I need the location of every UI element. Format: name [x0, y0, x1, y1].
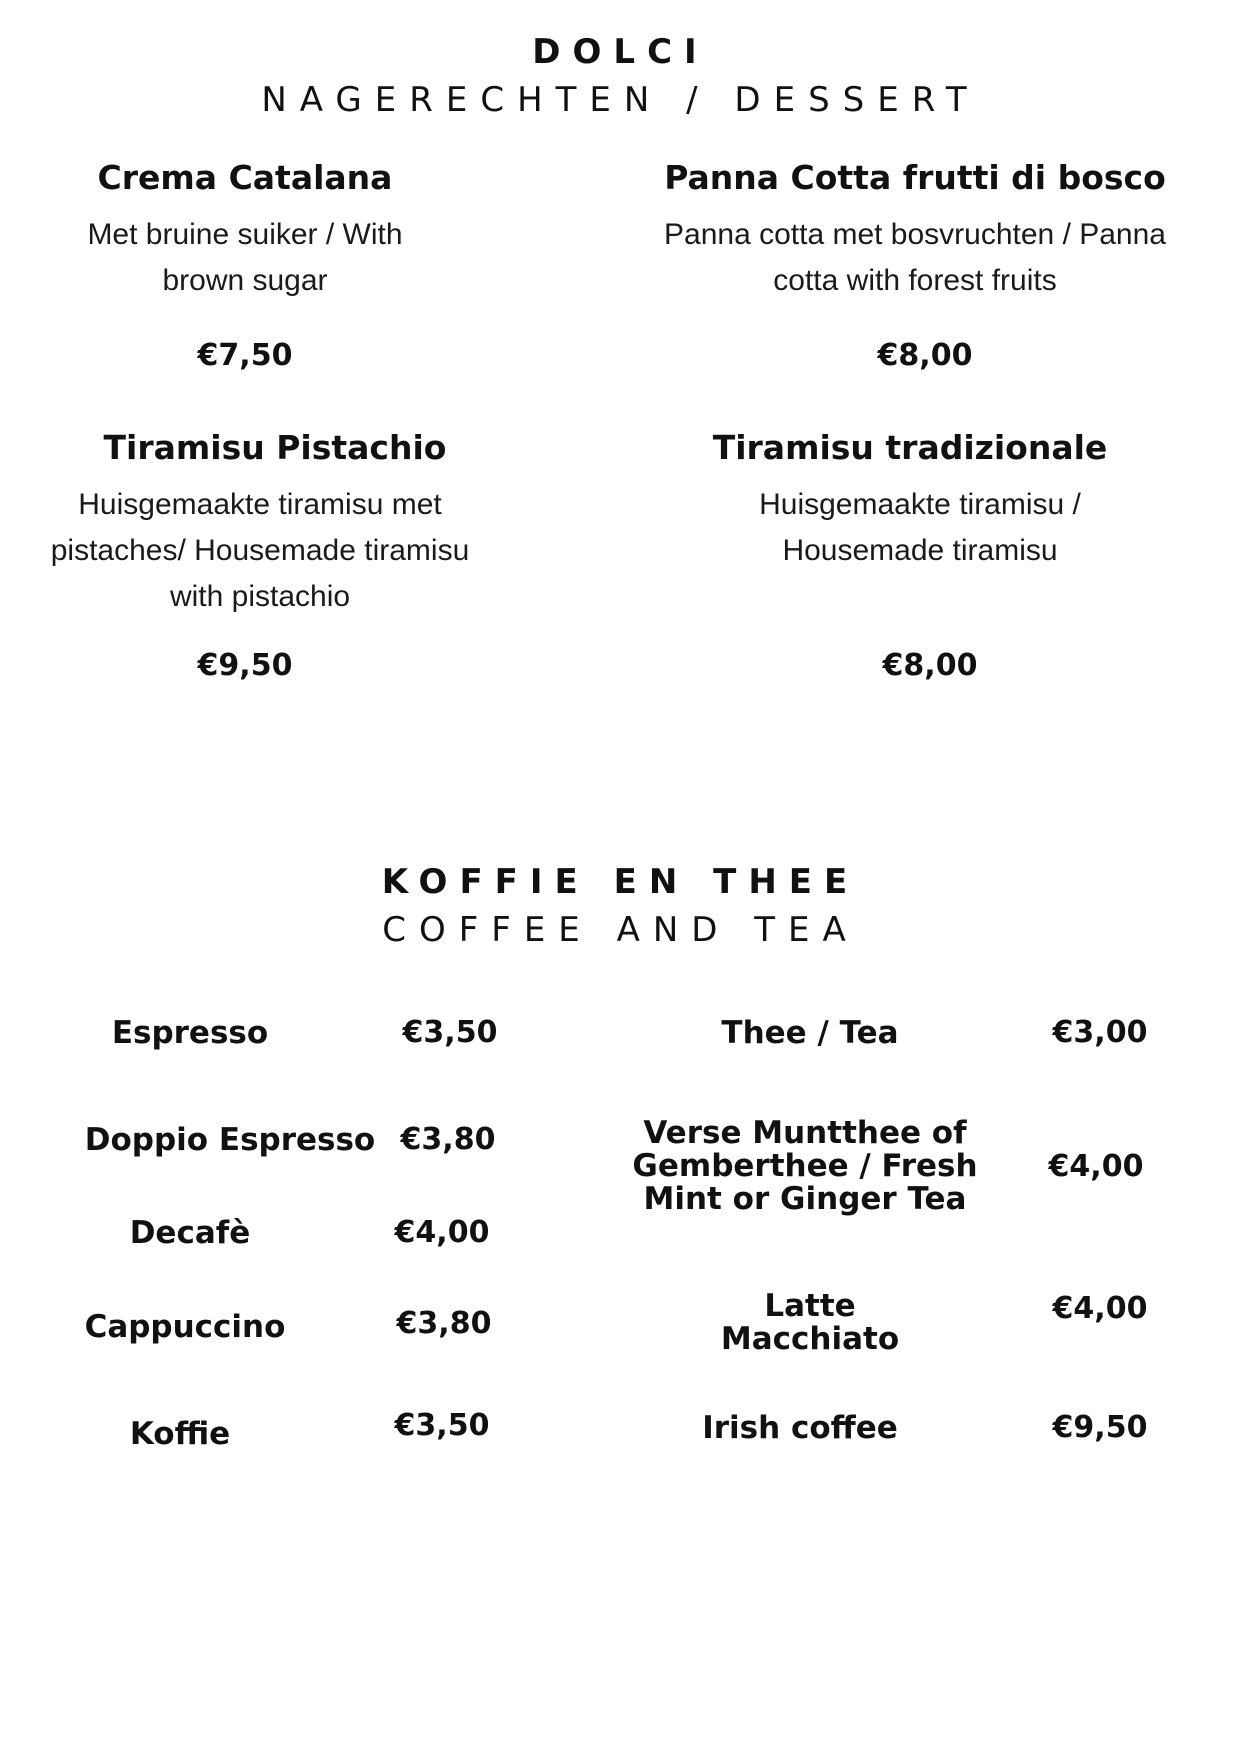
drink-price: €3,80	[396, 1306, 492, 1341]
dessert-item	[30, 158, 460, 198]
dessert-name: Tiramisu tradizionale	[712, 428, 1108, 467]
drink-price: €4,00	[1048, 1149, 1144, 1184]
drink-name: Doppio Espresso	[84, 1122, 376, 1158]
coffee-subtitle: COFFEE AND TEA	[382, 910, 859, 950]
drink-name: Decafè	[129, 1215, 251, 1251]
drink-price: €4,00	[1052, 1291, 1148, 1326]
dessert-item	[620, 158, 1210, 198]
dessert-price: €9,50	[197, 648, 293, 683]
dessert-price: €7,50	[197, 338, 293, 373]
dessert-description: Huisgemaakte tiramisu met pistaches/ Housemade tiramisu with pistachio	[50, 488, 470, 613]
dolci-title: DOLCI	[532, 32, 709, 72]
dessert-name: Panna Cotta frutti di bosco	[664, 158, 1166, 197]
dessert-price: €8,00	[882, 648, 978, 683]
dessert-description: Huisgemaakte tiramisu / Housemade tiramisu	[759, 488, 1081, 567]
drink-name: Latte Macchiato	[720, 1288, 900, 1357]
dessert-name: Tiramisu Pistachio	[103, 428, 447, 467]
dessert-description: Panna cotta met bosvruchten / Panna cotta with forest fruits	[664, 218, 1166, 297]
drink-price: €3,00	[1052, 1015, 1148, 1050]
drink-name: Espresso	[111, 1015, 269, 1051]
dessert-name: Crema Catalana	[97, 158, 393, 197]
drink-name: Koffie	[129, 1416, 231, 1452]
drink-name: Verse Muntthee of Gemberthee / Fresh Mint or Ginger Tea	[632, 1115, 978, 1217]
drink-price: €3,50	[394, 1408, 490, 1443]
dessert-price: €8,00	[877, 338, 973, 373]
drink-price: €3,50	[402, 1015, 498, 1050]
dessert-description: Met bruine suiker / With brown sugar	[87, 218, 403, 297]
drink-name: Irish coffee	[702, 1410, 898, 1446]
drink-name: Thee / Tea	[721, 1015, 899, 1051]
coffee-title: KOFFIE EN THEE	[381, 862, 860, 902]
drink-price: €3,80	[400, 1122, 496, 1157]
dessert-item	[640, 428, 1180, 468]
drink-price: €4,00	[394, 1215, 490, 1250]
dessert-item	[30, 428, 520, 468]
drink-price: €9,50	[1052, 1410, 1148, 1445]
dolci-subtitle: NAGERECHTEN / DESSERT	[261, 80, 980, 120]
drink-name: Cappuccino	[84, 1309, 286, 1345]
